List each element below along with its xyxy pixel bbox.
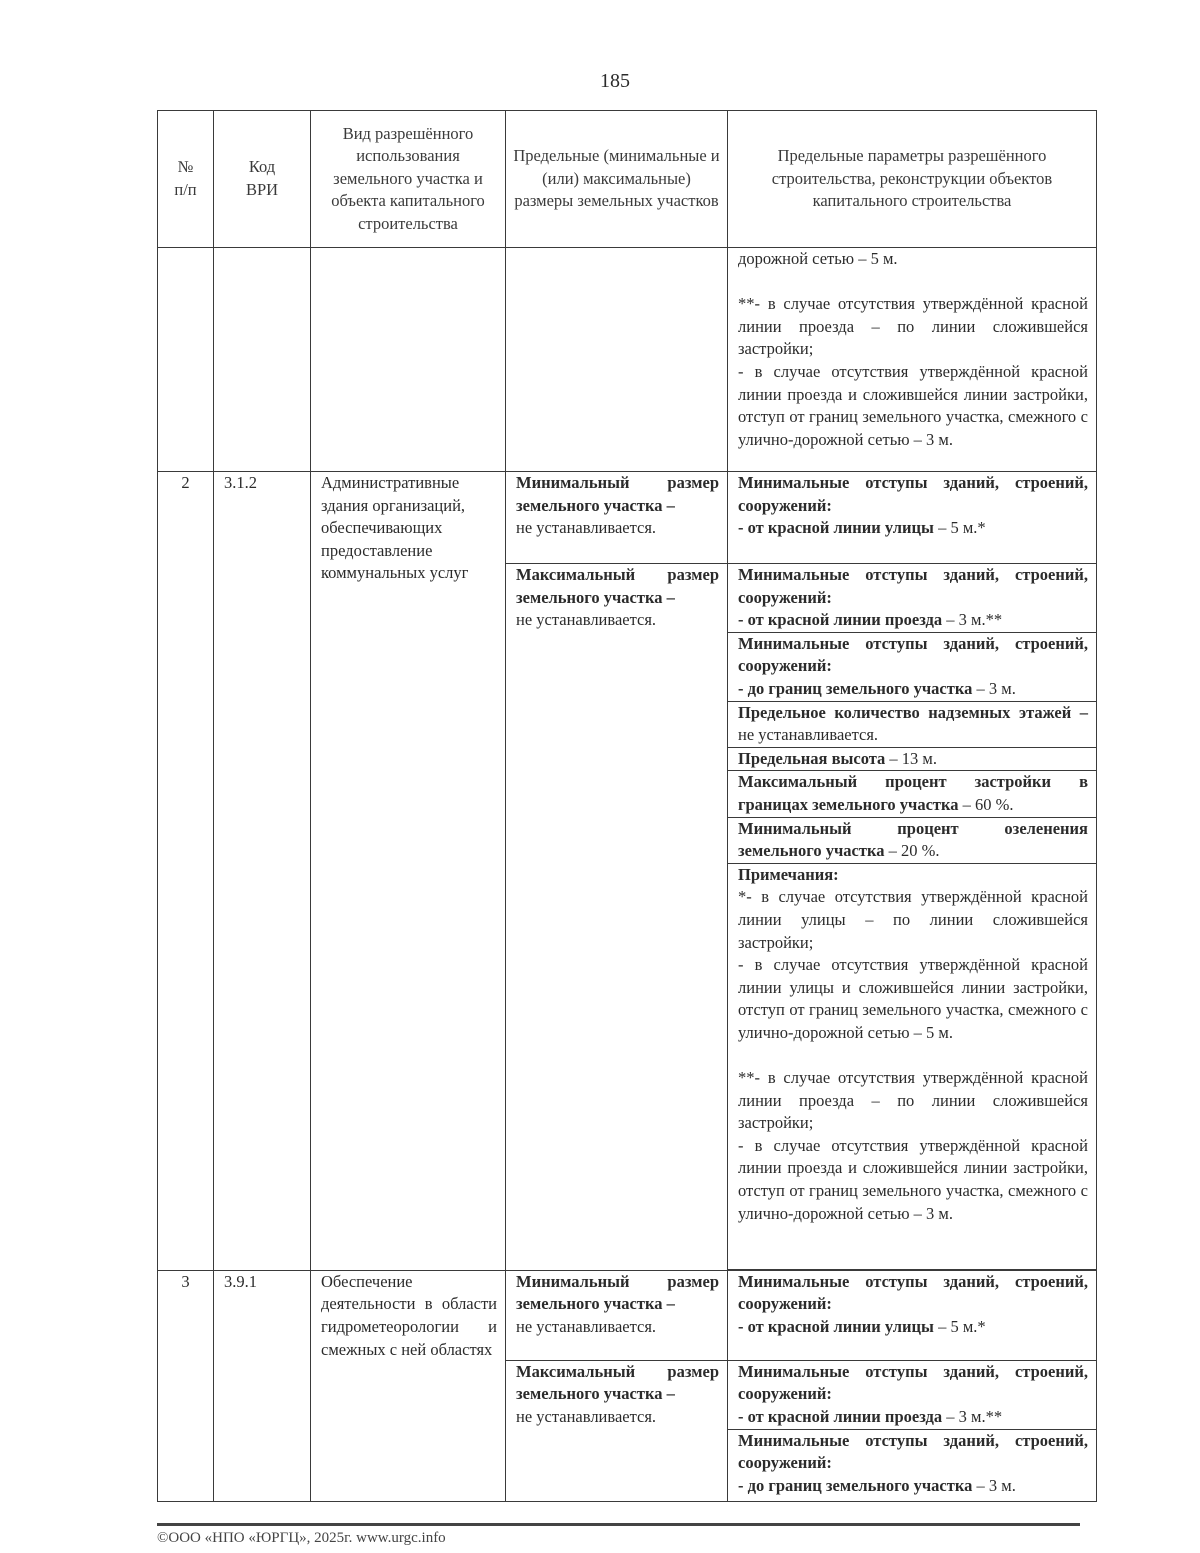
row2-vid: Административные здания организаций, обеспечивающих предоставление коммунальных услуг bbox=[311, 472, 506, 1271]
row2-p4-value: не устанавливается. bbox=[738, 725, 879, 745]
row2-note-3: **- в случае отсутствия утверждённой красной линии проезда – по линии сложившейся застройки; bbox=[738, 1068, 1088, 1133]
row2-param-2 bbox=[728, 564, 1097, 633]
row2-note-4: - в случае отсутствия утверждённой красной линии проезда и сложившейся линии застройки, отступ от границ земельного участка, смежного с улично-дорожной сетью – 3 м. bbox=[738, 1135, 1088, 1223]
row2-param-6 bbox=[728, 771, 1097, 817]
continuation-row bbox=[158, 248, 1097, 472]
row3-p1-value: – 5 м.* bbox=[933, 1316, 986, 1336]
cont-size bbox=[506, 248, 728, 472]
row2-max-size-label: Максимальный размер земельного участка – bbox=[516, 565, 719, 607]
row3-num: 3 bbox=[158, 1270, 214, 1501]
row3-p1-label: Минимальные отступы зданий, строений, сооружений: bbox=[738, 1271, 1088, 1314]
row3-max-size-label: Максимальный размер земельного участка – bbox=[516, 1361, 719, 1404]
header-row bbox=[158, 111, 1097, 248]
row3-p3-value: – 3 м. bbox=[972, 1475, 1016, 1495]
cont-vid bbox=[311, 248, 506, 472]
cont-text-3: - в случае отсутствия утверждённой красной линии проезда и сложившейся линии застройки, отступ от границ земельного участка, смежного с улично-дорожной сетью – 3 м. bbox=[738, 361, 1088, 449]
row2-param-4 bbox=[728, 701, 1097, 747]
row2-p1-label2: - от красной линии улицы bbox=[738, 518, 934, 538]
header-num: № п/п bbox=[158, 111, 214, 248]
footer-text: ©ООО «НПО «ЮРГЦ», 2025г. www.urgc.info bbox=[157, 1530, 446, 1546]
row3-min-size bbox=[506, 1270, 728, 1360]
row3-code: 3.9.1 bbox=[214, 1270, 311, 1501]
row2-p3-value: – 3 м. bbox=[972, 678, 1016, 698]
row2-min-size bbox=[506, 472, 728, 564]
row3-p3-label2: - до границ земельного участка bbox=[738, 1475, 973, 1495]
header-size: Предельные (минимальные и (или) максимальные) размеры земельных участков bbox=[506, 111, 728, 248]
row2-param-1 bbox=[728, 472, 1097, 564]
page-number: 185 bbox=[600, 70, 630, 92]
row2-p5-label: Предельная высота bbox=[738, 748, 886, 768]
row2-p7-label: Минимальный процент озеленения земельного участка bbox=[738, 818, 1088, 861]
row2-p2-value: – 3 м.** bbox=[942, 610, 1003, 630]
row2-p6-value: – 60 %. bbox=[958, 794, 1014, 814]
cont-num bbox=[158, 248, 214, 472]
cont-code bbox=[214, 248, 311, 472]
table-row-2 bbox=[158, 472, 1097, 564]
row2-num: 2 bbox=[158, 472, 214, 1271]
row3-p3-label: Минимальные отступы зданий, строений, сооружений: bbox=[738, 1430, 1088, 1473]
row2-p4-label: Предельное количество надземных этажей – bbox=[738, 702, 1088, 722]
cont-text-1: дорожной сетью – 5 м. bbox=[738, 249, 898, 268]
footer-rule bbox=[157, 1523, 1080, 1526]
row2-code: 3.1.2 bbox=[214, 472, 311, 1271]
row3-param-3 bbox=[728, 1429, 1097, 1501]
cont-params bbox=[728, 248, 1097, 472]
row2-min-size-value: не устанавливается. bbox=[516, 518, 657, 538]
row3-p2-label2: - от красной линии проезда bbox=[738, 1406, 943, 1426]
row2-p3-label: Минимальные отступы зданий, строений, сооружений: bbox=[738, 633, 1088, 676]
row3-min-size-label: Минимальный размер земельного участка – bbox=[516, 1271, 719, 1314]
row2-p1-value: – 5 м.* bbox=[933, 518, 986, 538]
row2-min-size-label: Минимальный размер земельного участка – bbox=[516, 473, 719, 515]
row2-p2-label: Минимальные отступы зданий, строений, сооружений: bbox=[738, 565, 1088, 607]
header-params: Предельные параметры разрешённого строительства, реконструкции объектов капитального строительства bbox=[728, 111, 1097, 248]
row2-note-1: *- в случае отсутствия утверждённой красной линии улицы – по линии сложившейся застройки; bbox=[738, 887, 1088, 952]
row2-max-size-value: не устанавливается. bbox=[516, 610, 657, 630]
row2-p7-value: – 20 %. bbox=[884, 841, 940, 861]
row2-param-5 bbox=[728, 747, 1097, 771]
row3-vid bbox=[311, 1270, 506, 1501]
table-row-3 bbox=[158, 1270, 1097, 1360]
row2-p1-label: Минимальные отступы зданий, строений, сооружений: bbox=[738, 473, 1088, 515]
row3-max-size-value: не устанавливается. bbox=[516, 1406, 657, 1426]
row3-p2-label: Минимальные отступы зданий, строений, сооружений: bbox=[738, 1361, 1088, 1404]
row3-param-2 bbox=[728, 1360, 1097, 1429]
row2-p6-label: Максимальный процент застройки в границах земельного участка bbox=[738, 772, 1088, 814]
row2-p5-value: – 13 м. bbox=[885, 748, 937, 768]
row2-p3-label2: - до границ земельного участка bbox=[738, 678, 973, 698]
row3-vid-text: Обеспечение деятельности в области гидрометеорологии и смежных с ней областях bbox=[321, 1271, 497, 1359]
row2-notes-title: Примечания: bbox=[738, 864, 839, 884]
row3-max-size bbox=[506, 1360, 728, 1501]
row2-max-size bbox=[506, 564, 728, 1271]
row2-note-2: - в случае отсутствия утверждённой красной линии улицы и сложившейся линии застройки, отступ от границ земельного участка, смежного с улично-дорожной сетью – 5 м. bbox=[738, 955, 1088, 1042]
cont-text-2: **- в случае отсутствия утверждённой красной линии проезда – по линии сложившейся застройки; bbox=[738, 294, 1088, 359]
vri-table bbox=[157, 110, 1097, 1502]
row3-min-size-value: не устанавливается. bbox=[516, 1316, 657, 1336]
row2-p2-label2: - от красной линии проезда bbox=[738, 610, 943, 630]
row3-param-1 bbox=[728, 1270, 1097, 1360]
row2-notes bbox=[728, 863, 1097, 1269]
header-code: Код ВРИ bbox=[214, 111, 311, 248]
row2-param-3 bbox=[728, 632, 1097, 701]
row2-param-7 bbox=[728, 817, 1097, 863]
header-vid: Вид разрешённого использования земельного участка и объекта капитального строительства bbox=[311, 111, 506, 248]
row3-p1-label2: - от красной линии улицы bbox=[738, 1316, 934, 1336]
row3-p2-value: – 3 м.** bbox=[942, 1406, 1003, 1426]
